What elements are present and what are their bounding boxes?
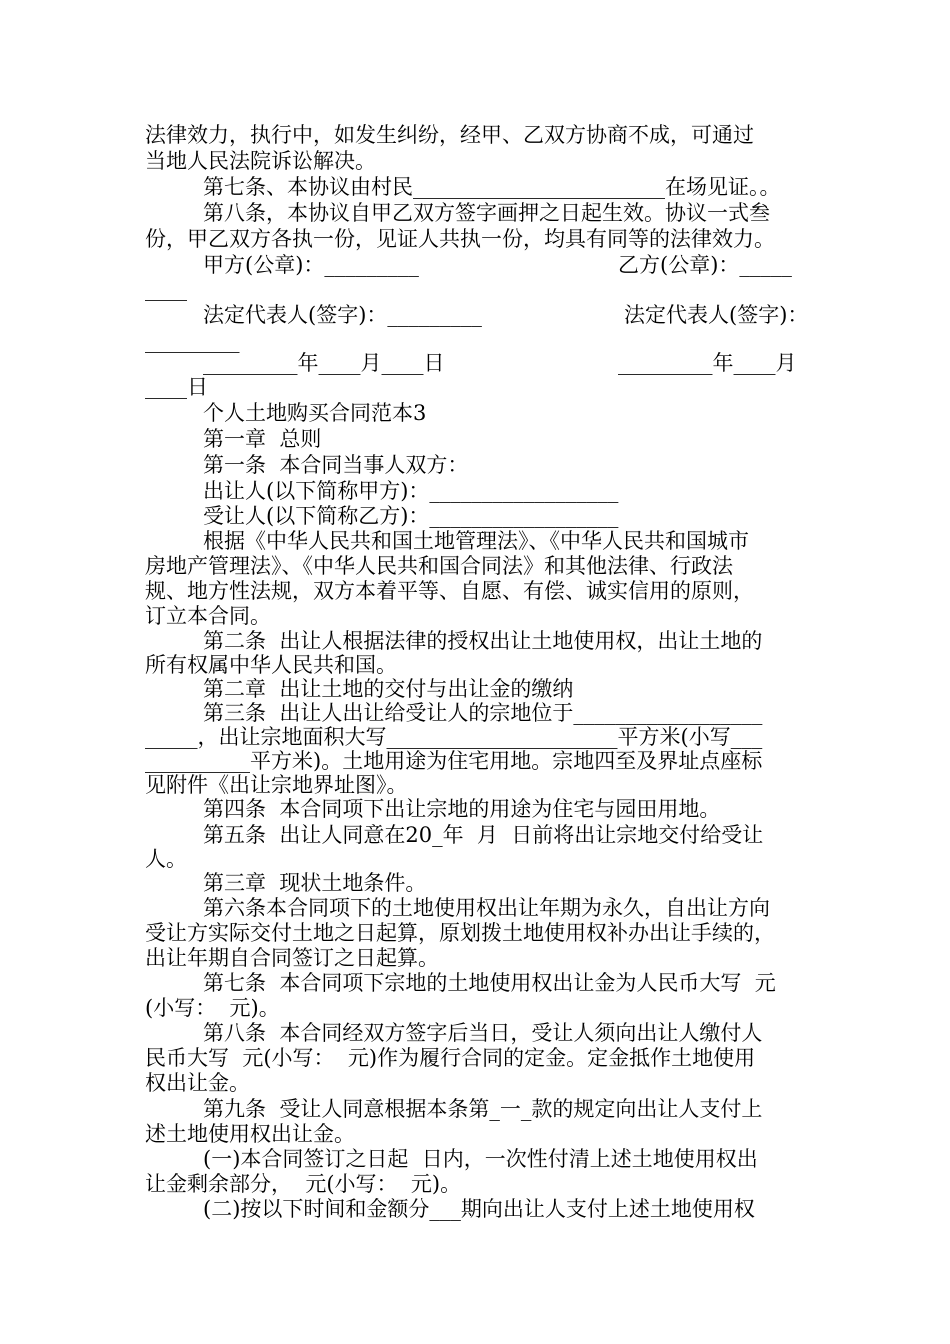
- text-line: 当地人民法院诉讼解决。: [145, 149, 376, 173]
- text-line: 第七条、本协议由村民________________________在场见证。。: [203, 175, 781, 199]
- party-b-representative: 法定代表人(签字)：: [624, 303, 809, 327]
- text-line: 第一条 本合同当事人双方：: [203, 453, 469, 477]
- text-line: 第七条 本合同项下宗地的土地使用权出让金为人民币大写 元: [203, 971, 776, 995]
- text-line: 出让年期自合同签订之日起算。: [145, 946, 439, 970]
- text-line: 份，甲乙双方各执一份，见证人共执一份，均具有同等的法律效力。: [145, 227, 775, 251]
- party-a-date: _________年____月____日: [203, 351, 445, 375]
- text-line: 民币大写 元(小写： 元)作为履行合同的定金。定金抵作土地使用: [145, 1046, 756, 1070]
- text-line: (一)本合同签订之日起 日内，一次性付清上述土地使用权出: [203, 1147, 758, 1171]
- text-line: 权出让金。: [145, 1071, 250, 1095]
- chapter-heading: 第三章 现状土地条件。: [203, 871, 427, 895]
- text-line: 所有权属中华人民共和国。: [145, 653, 397, 677]
- text-line: 述土地使用权出让金。: [145, 1122, 355, 1146]
- text-line: __________平方米)。土地用途为住宅用地。宗地四至及界址点座标: [145, 749, 763, 773]
- text-line: 第五条 出让人同意在20_年 月 日前将出让宗地交付给受让: [203, 823, 764, 847]
- text-line: 第二条 出让人根据法律的授权出让土地使用权，出让土地的: [203, 629, 763, 653]
- text-line: 人。: [145, 847, 187, 871]
- text-line: 规、地方性法规，双方本着平等、自愿、有偿、诚实信用的原则，: [145, 579, 754, 603]
- text-line: 受让人(以下简称乙方)：__________________: [203, 504, 619, 528]
- text-line: 订立本合同。: [145, 604, 271, 628]
- chapter-heading: 第二章 出让土地的交付与出让金的缴纳: [203, 677, 574, 701]
- text-line: 出让人(以下简称甲方)：__________________: [203, 479, 619, 503]
- text-line: _________: [145, 329, 240, 353]
- text-line: 第八条 本合同经双方签字后当日，受让人须向出让人缴付人: [203, 1021, 763, 1045]
- text-line: _____，出让宗地面积大写______________________平方米(小写___: [145, 725, 763, 749]
- text-line: 第四条 本合同项下出让宗地的用途为住宅与园田用地。: [203, 797, 721, 821]
- text-line: ____: [145, 277, 187, 301]
- party-b-seal: 乙方(公章)：_____: [618, 253, 792, 277]
- party-a-representative: 法定代表人(签字)：_________: [203, 303, 482, 327]
- text-line: 受让方实际交付土地之日起算，原划拨土地使用权补办出让手续的，: [145, 921, 775, 945]
- chapter-heading: 第一章 总则: [203, 427, 322, 451]
- text-line: 房地产管理法》、《中华人民共和国合同法》和其他法律、行政法: [145, 554, 733, 578]
- text-line: 第九条 受让人同意根据本条第_一_款的规定向出让人支付上: [203, 1097, 763, 1121]
- text-line: 让金剩余部分， 元(小写： 元)。: [145, 1172, 462, 1196]
- text-line: ____日: [145, 375, 208, 399]
- text-line: 法律效力，执行中，如发生纠纷，经甲、乙双方协商不成，可通过: [145, 123, 754, 147]
- party-b-date: _________年____月: [618, 351, 797, 375]
- text-line: 根据《中华人民共和国土地管理法》、《中华人民共和国城市: [203, 529, 749, 553]
- party-a-seal: 甲方(公章)：_________: [203, 253, 419, 277]
- text-line: 第八条，本协议自甲乙双方签字画押之日起生效。协议一式叁: [203, 201, 770, 225]
- text-line: (小写： 元)。: [145, 996, 280, 1020]
- text-line: (二)按以下时间和金额分___期向出让人支付上述土地使用权: [203, 1197, 755, 1221]
- section-title: 个人土地购买合同范本3: [203, 401, 427, 425]
- text-line: 见附件《出让宗地界址图》。: [145, 773, 408, 797]
- text-line: 第三条 出让人出让给受让人的宗地位于__________________: [203, 701, 763, 725]
- text-line: 第六条本合同项下的土地使用权出让年期为永久，自出让方向: [203, 896, 770, 920]
